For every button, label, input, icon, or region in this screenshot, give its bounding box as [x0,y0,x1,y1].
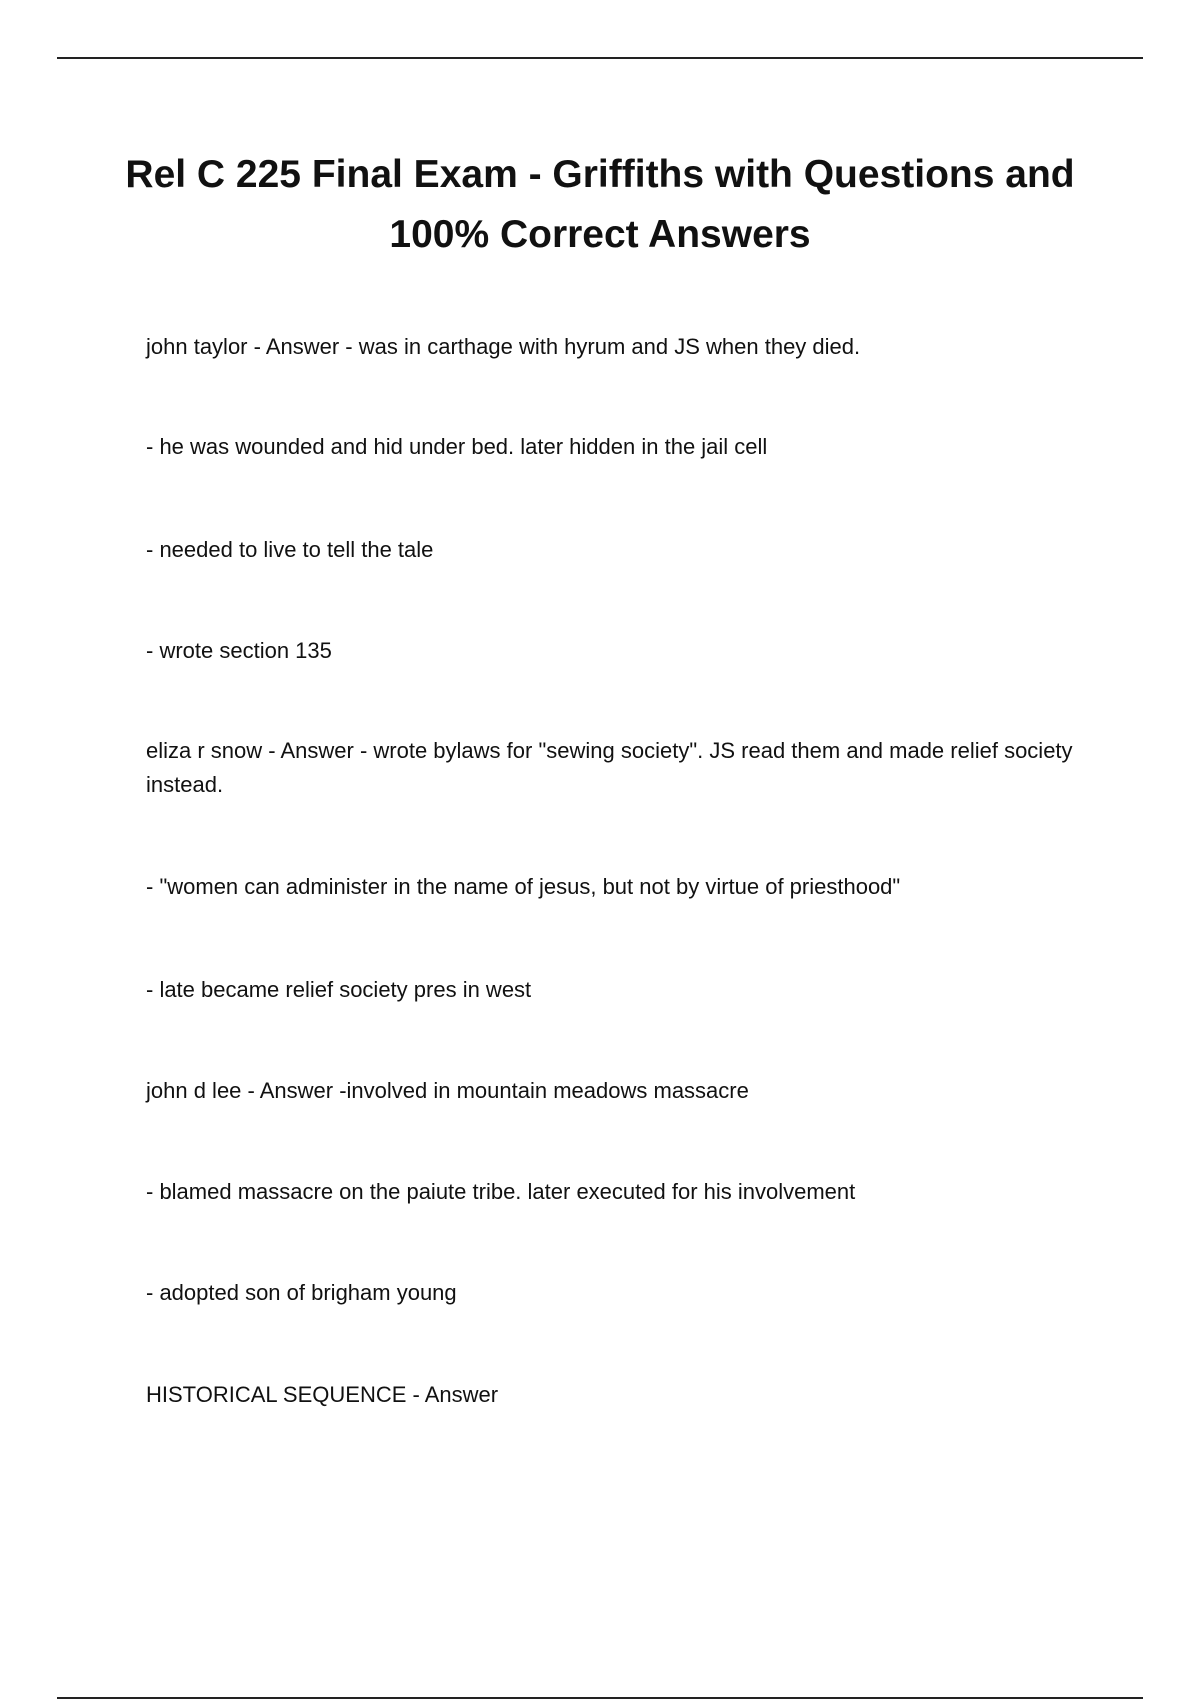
paragraph: - needed to live to tell the tale [146,537,434,562]
paragraph: - adopted son of brigham young [146,1280,457,1305]
paragraph: - blamed massacre on the paiute tribe. later executed for his involvement [146,1179,856,1204]
paragraph: john d lee - Answer -involved in mountain meadows massacre [146,1078,749,1103]
paragraph: - late became relief society pres in west [146,977,532,1002]
paragraph: - "women can administer in the name of jesus, but not by virtue of priesthood" [146,874,901,899]
paragraph: eliza r snow - Answer - wrote bylaws for "sewing society". JS read them and made relief society instead. [146,738,1073,797]
top-rule [57,57,1143,59]
paragraph: john taylor - Answer - was in carthage with hyrum and JS when they died. [146,334,861,359]
paragraph: HISTORICAL SEQUENCE - Answer [146,1382,499,1407]
paragraph: - wrote section 135 [146,638,332,663]
bottom-rule [57,1697,1143,1699]
paragraph: - he was wounded and hid under bed. later hidden in the jail cell [146,434,768,459]
document-title: Rel C 225 Final Exam - Griffiths with Questions and 100% Correct Answers [125,153,1075,256]
